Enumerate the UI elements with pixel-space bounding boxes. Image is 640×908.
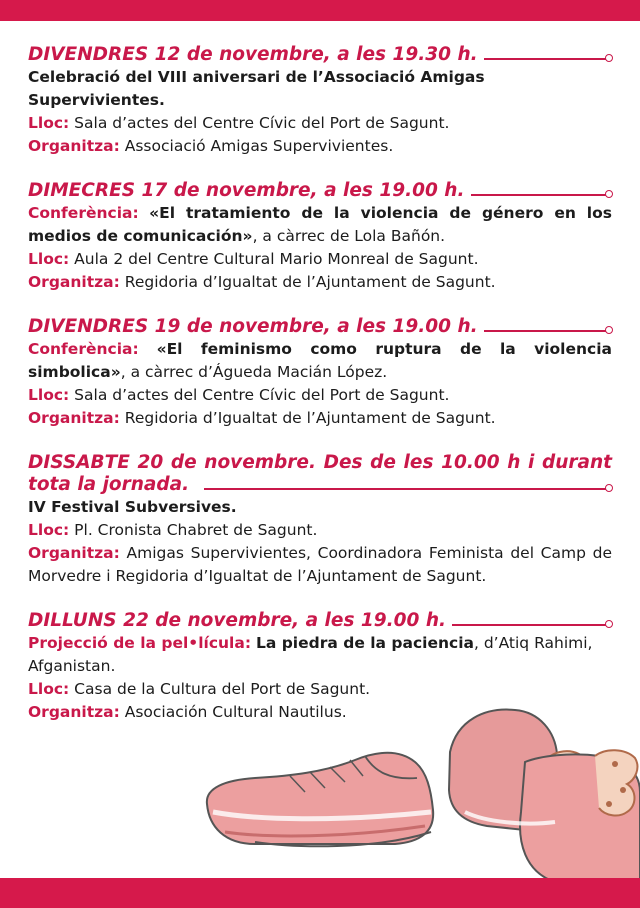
event-3 (28, 316, 612, 430)
event-1-date: DIVENDRES 12 de novembre, a les 19.30 h. (28, 44, 478, 65)
event-4-venue (28, 519, 612, 542)
divider-rule (204, 488, 612, 490)
organizer-label: Organitza: (28, 137, 120, 155)
venue-value: Sala d’actes del Centre Cívic del Port de Sagunt. (74, 114, 450, 132)
bottom-bar (0, 878, 640, 908)
event-2-venue (28, 248, 612, 271)
event-list (28, 44, 612, 746)
venue-value: Aula 2 del Centre Cultural Mario Monreal de Sagunt. (74, 250, 479, 268)
event-1-title: Celebració del VIII aniversari de l’Associació Amigas Supervivientes. (28, 68, 485, 109)
event-1-header (28, 44, 612, 66)
divider-rule (484, 330, 612, 332)
event-3-header (28, 316, 612, 338)
event-2-header (28, 180, 612, 202)
sneaker-icon (207, 753, 433, 847)
organizer-value: Asociación Cultural Nautilus. (124, 703, 347, 721)
talk-title: «El feminismo como ruptura de la violencia simbolica» (28, 340, 612, 381)
venue-label: Lloc: (28, 680, 70, 698)
event-3-venue (28, 384, 612, 407)
event-5-date: DILLUNS 22 de novembre, a les 19.00 h. (28, 610, 447, 631)
event-3-organizer (28, 407, 612, 430)
event-2 (28, 180, 612, 294)
talk-speaker: , a càrrec d’Águeda Macián López. (120, 363, 388, 381)
event-5-description (28, 632, 612, 678)
event-5-header (28, 610, 612, 632)
event-4-date: DISSABTE 20 de novembre. Des de les 10.00 h i durant tota la jornada. (28, 452, 612, 495)
divider-rule (484, 58, 612, 60)
talk-speaker: , a càrrec de Lola Bañón. (252, 227, 446, 245)
venue-label: Lloc: (28, 386, 70, 404)
top-bar (0, 0, 640, 21)
type-label: Conferència: (28, 340, 139, 358)
event-1-organizer (28, 135, 612, 158)
boot-icon (449, 710, 640, 882)
event-2-description (28, 202, 612, 248)
event-3-description (28, 338, 612, 384)
event-1 (28, 44, 612, 158)
venue-label: Lloc: (28, 521, 70, 539)
event-4-title: IV Festival Subversives. (28, 498, 237, 516)
event-2-date: DIMECRES 17 de novembre, a les 19.00 h. (28, 180, 465, 201)
event-4-header (28, 452, 612, 495)
organizer-value: Regidoria d’Igualtat de l’Ajuntament de Sagunt. (124, 409, 496, 427)
organizer-label: Organitza: (28, 409, 120, 427)
divider-rule (471, 194, 613, 196)
shoes-illustration (195, 692, 640, 882)
event-2-organizer (28, 271, 612, 294)
film-title: La piedra de la paciencia (255, 634, 474, 652)
organizer-value: Regidoria d’Igualtat de l’Ajuntament de Sagunt. (124, 273, 496, 291)
organizer-value: Associació Amigas Supervivientes. (124, 137, 394, 155)
event-3-date: DIVENDRES 19 de novembre, a les 19.00 h. (28, 316, 478, 337)
type-label: Conferència: (28, 204, 139, 222)
film-director: , d’Atiq Rahimi, Afganistan. (28, 634, 593, 675)
event-4 (28, 452, 612, 588)
event-4-organizer (28, 542, 612, 588)
talk-title: «El tratamiento de la violencia de género en los medios de comunicación» (28, 204, 612, 245)
venue-value: Pl. Cronista Chabret de Sagunt. (74, 521, 318, 539)
organizer-label: Organitza: (28, 703, 120, 721)
venue-label: Lloc: (28, 114, 70, 132)
event-1-venue (28, 112, 612, 135)
venue-label: Lloc: (28, 250, 70, 268)
venue-value: Casa de la Cultura del Port de Sagunt. (74, 680, 371, 698)
organizer-value: Amigas Supervivientes, Coordinadora Feminista del Camp de Morvedre i Regidoria d’Igualtat de l’Ajuntament de Sagunt. (28, 544, 612, 585)
divider-rule (452, 624, 612, 626)
organizer-label: Organitza: (28, 544, 120, 562)
venue-value: Sala d’actes del Centre Cívic del Port de Sagunt. (74, 386, 450, 404)
type-label: Projecció de la pel•lícula: (28, 634, 252, 652)
organizer-label: Organitza: (28, 273, 120, 291)
